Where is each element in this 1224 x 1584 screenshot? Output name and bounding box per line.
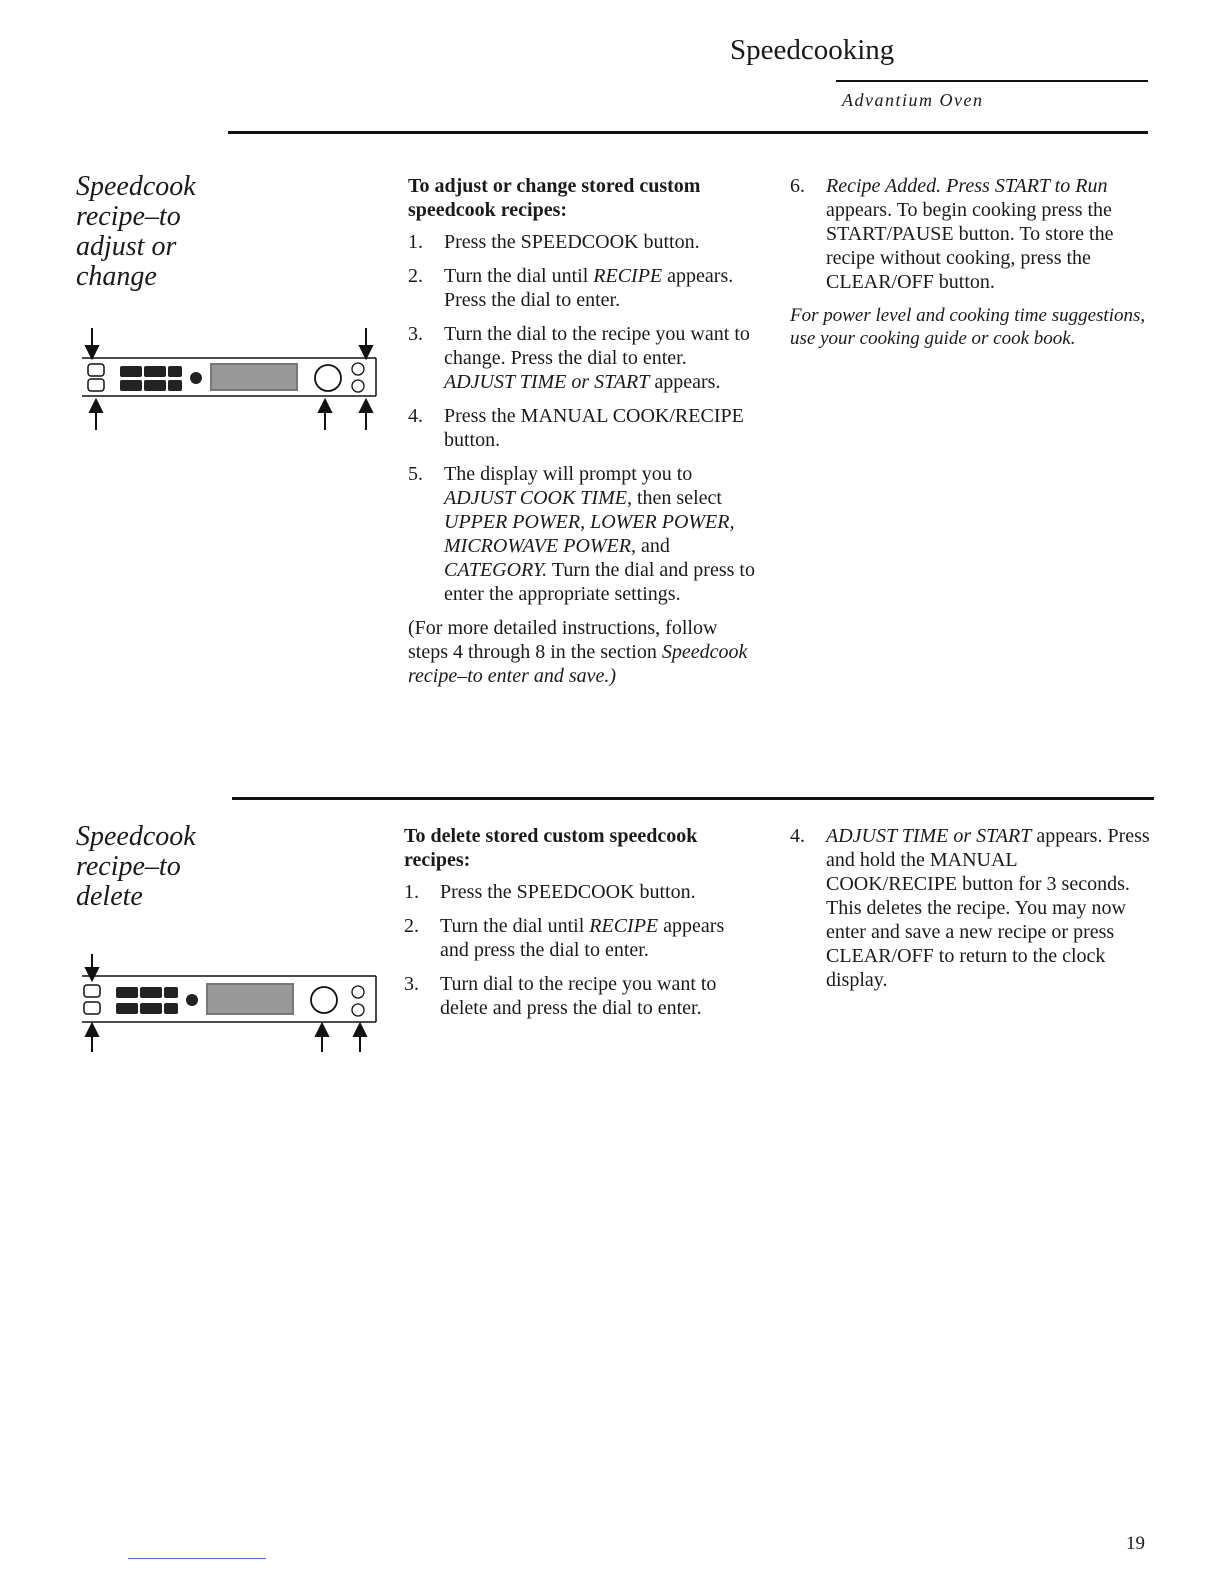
side-heading-line: recipe–to: [76, 851, 181, 882]
side-heading-line: recipe–to: [76, 201, 181, 232]
step-number: 1.: [404, 881, 419, 903]
top-divider: [228, 131, 1148, 134]
section2-continued: [790, 824, 1152, 1002]
step-number: 2.: [404, 915, 419, 937]
page-number: 19: [1126, 1533, 1145, 1554]
step-number: 3.: [408, 323, 423, 345]
step-text: Press the MANUAL COOK/RECIPE button.: [444, 405, 744, 451]
step-text: Turn the dial to the recipe you want to change. Press the dial to enter. ADJUST TIME or START appears.: [444, 323, 750, 393]
section1-continued: [790, 174, 1152, 350]
step-text: The display will prompt you to ADJUST COOK TIME, then select UPPER POWER, LOWER POWER, MICROWAVE POWER, and CATEGORY. Turn the dial and press to enter the appropriate settings.: [444, 463, 755, 605]
step-item: [408, 404, 758, 452]
side-heading-line: delete: [76, 881, 143, 912]
section2-heading: To delete stored custom speedcook recipes:: [404, 825, 698, 871]
step-item: [790, 824, 1152, 992]
section-divider: [232, 797, 1154, 800]
cooking-tip: For power level and cooking time suggestions, use your cooking guide or cook book.: [790, 305, 1146, 349]
step-text: Press the SPEEDCOOK button.: [444, 231, 700, 253]
header-divider: [836, 80, 1148, 82]
step-item: [790, 174, 1152, 294]
section2-side-heading: [76, 822, 196, 912]
step-number: 4.: [790, 825, 805, 847]
side-heading-line: Speedcook: [76, 171, 196, 202]
control-panel-illustration: [60, 952, 390, 1058]
step-item: [408, 230, 758, 254]
side-heading-line: change: [76, 261, 157, 292]
step-item: [408, 462, 758, 606]
step-text: Turn dial to the recipe you want to delete and press the dial to enter.: [440, 973, 717, 1019]
step-number: 4.: [408, 405, 423, 427]
section1-heading: To adjust or change stored custom speedcook recipes:: [408, 175, 701, 221]
side-heading-line: adjust or: [76, 231, 177, 262]
step-number: 5.: [408, 463, 423, 485]
side-heading-line: Speedcook: [76, 821, 196, 852]
section1-side-heading: [76, 172, 196, 292]
section1-instructions: [408, 174, 758, 688]
step-item: [404, 880, 756, 904]
footer-link-underline: [128, 1558, 266, 1559]
step-number: 3.: [404, 973, 419, 995]
step-item: [404, 972, 756, 1020]
step-text: Turn the dial until RECIPE appears and press the dial to enter.: [440, 915, 725, 961]
step-item: [404, 914, 756, 962]
step-text: ADJUST TIME or START appears. Press and hold the MANUAL COOK/RECIPE button for 3 seconds. This deletes the recipe. You may now enter and save a new recipe or press CLEAR/OFF to return to the clock display.: [826, 825, 1150, 991]
step-item: [408, 264, 758, 312]
control-panel-illustration: [60, 326, 390, 436]
section2-instructions: [404, 824, 756, 1030]
step-text: Press the SPEEDCOOK button.: [440, 881, 696, 903]
page-subtitle: Advantium Oven: [842, 90, 984, 110]
step-text: Recipe Added. Press START to Run appears. To begin cooking press the START/PAUSE button. To store the recipe without cooking, press the CLEAR/OFF button.: [826, 175, 1114, 293]
page-title: Speedcooking: [730, 34, 895, 66]
step-item: [408, 322, 758, 394]
step-number: 1.: [408, 231, 423, 253]
detailed-instructions-note: (For more detailed instructions, follow steps 4 through 8 in the section Speedcook recipe–to enter and save.): [408, 617, 748, 687]
step-text: Turn the dial until RECIPE appears. Press the dial to enter.: [444, 265, 734, 311]
step-number: 6.: [790, 175, 805, 197]
step-number: 2.: [408, 265, 423, 287]
